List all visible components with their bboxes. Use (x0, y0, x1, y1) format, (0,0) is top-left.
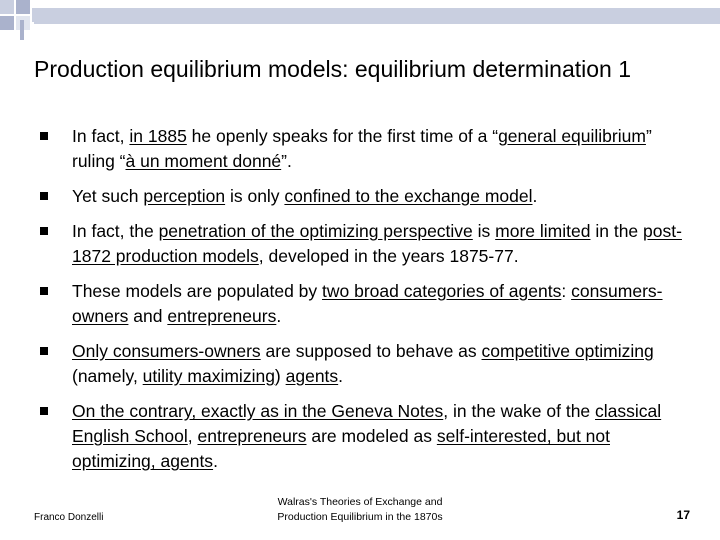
underlined-phrase: perception (143, 186, 226, 206)
text-run: is only (225, 186, 285, 206)
slide-title: Production equilibrium models: equilibrium determination 1 (34, 56, 632, 82)
bullet-square-icon (40, 287, 48, 295)
text-run: . (213, 451, 218, 471)
deco-square (0, 0, 14, 14)
text-run: In fact, (72, 126, 130, 146)
underlined-phrase: competitive optimizing (481, 341, 654, 361)
text-run: , in the wake of the (443, 401, 596, 421)
text-run: , developed in the years 1875-77. (258, 246, 519, 266)
deco-bar (34, 8, 720, 24)
underlined-phrase: consumers-owners (72, 281, 663, 326)
underlined-phrase: post-1872 production models (72, 221, 682, 266)
underlined-phrase: general equilibrium (498, 126, 646, 146)
text-run: . (276, 306, 282, 326)
text-run: are supposed to behave as (260, 341, 482, 361)
bullet-text (72, 281, 663, 326)
footer-title-line2: Production Equilibrium in the 1870s (277, 511, 443, 523)
text-run: ) (274, 366, 286, 386)
underlined-phrase: two broad categories of agents (322, 281, 562, 301)
bullet-text (72, 126, 652, 171)
text-run: ”. (281, 151, 292, 171)
underlined-phrase: penetration of the optimizing perspective (158, 221, 473, 241)
underlined-phrase: On the contrary, exactly as in the Geneva Notes (72, 401, 444, 421)
underlined-phrase: classical English School (72, 401, 662, 446)
bullet-item (40, 339, 690, 389)
text-run: are modeled as (306, 426, 437, 446)
text-run: is (472, 221, 496, 241)
underlined-phrase: more limited (495, 221, 591, 241)
underlined-phrase: à un moment donné (125, 151, 282, 171)
underlined-phrase: Only consumers-owners (72, 341, 261, 361)
bullet-item (40, 124, 690, 174)
text-run: (namely, (72, 366, 143, 386)
text-run: Yet such (72, 186, 144, 206)
underlined-phrase: utility maximizing (142, 366, 275, 386)
text-run: he openly speaks for the first time of a “ (186, 126, 499, 146)
deco-square (16, 0, 30, 14)
text-run: ” ruling “ (72, 126, 652, 171)
bullet-square-icon (40, 227, 48, 235)
bullet-square-icon (40, 132, 48, 140)
underlined-phrase: entrepreneurs (167, 306, 277, 326)
underlined-phrase: agents (285, 366, 339, 386)
bullet-item (40, 279, 690, 329)
underlined-phrase: in 1885 (129, 126, 187, 146)
bullet-item (40, 219, 690, 269)
deco-square (0, 16, 14, 30)
underlined-phrase: entrepreneurs (197, 426, 307, 446)
bullet-item (40, 399, 690, 474)
page-number: 17 (676, 508, 690, 522)
bullet-text (72, 186, 537, 206)
bullet-text (72, 341, 654, 386)
underlined-phrase: confined to the exchange model (284, 186, 533, 206)
footer-title-line1: Walras's Theories of Exchange and (277, 496, 443, 508)
text-run: These models are populated by (72, 281, 323, 301)
text-run: . (338, 366, 344, 386)
text-run: , (187, 426, 198, 446)
text-run: and (128, 306, 168, 326)
underlined-phrase: self-interested, but not optimizing, agents (72, 426, 610, 471)
footer-title (240, 495, 480, 525)
bullet-square-icon (40, 407, 48, 415)
bullet-list (40, 124, 690, 484)
bullet-square-icon (40, 192, 48, 200)
text-run: In fact, the (72, 221, 159, 241)
bullet-square-icon (40, 347, 48, 355)
text-run: . (532, 186, 538, 206)
bullet-text (72, 221, 682, 266)
text-run: : (561, 281, 572, 301)
footer-author: Franco Donzelli (34, 512, 104, 523)
bullet-item (40, 184, 690, 209)
deco-line (20, 20, 24, 40)
text-run: in the (590, 221, 644, 241)
header-decoration (0, 0, 720, 40)
bullet-text (72, 401, 661, 471)
